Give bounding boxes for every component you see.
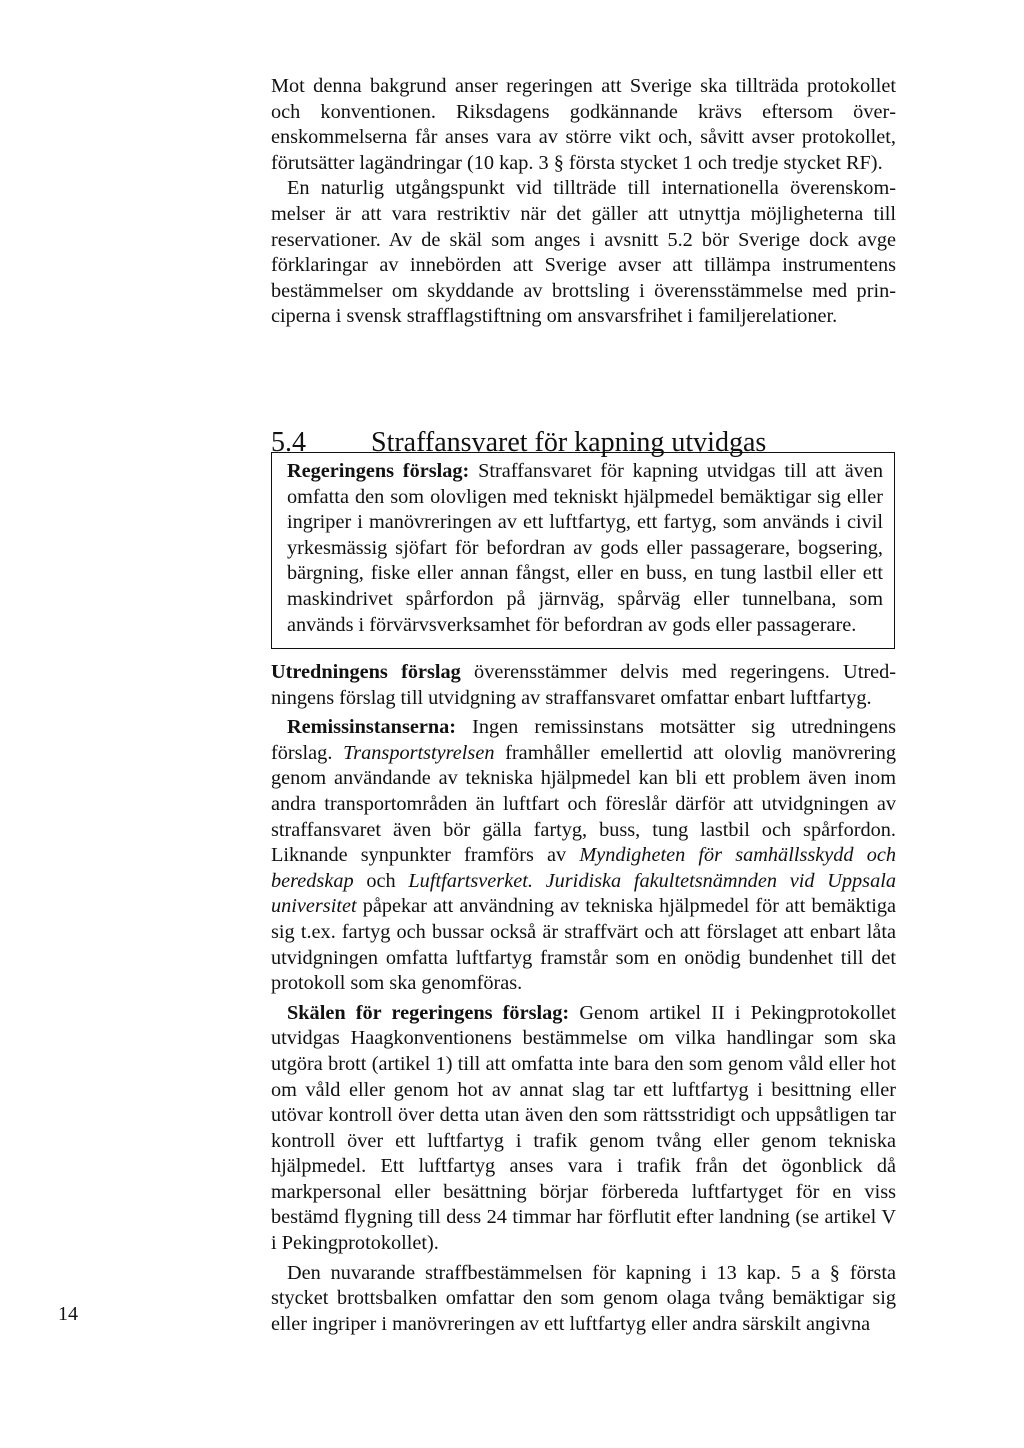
section-number: 5.4 bbox=[271, 427, 306, 458]
inquiry-label: Utredningens förslag bbox=[271, 661, 461, 683]
referral-body-2: Myndigheten för samhällsskydd och beredskap bbox=[271, 844, 896, 892]
referral-text-3: och bbox=[353, 869, 409, 892]
referral-text-4: påpekar att användning av tekniska hjälpmedel för att bemäktiga sig t.ex. fartyg och bussar också är straffvärt och att förslaget att enbart låta utvidgningen omfatta luftfartyg framstår som en onödig bundenhet till det protokoll som ska genomföras. bbox=[271, 895, 896, 995]
inquiry-paragraph bbox=[271, 660, 896, 711]
page-number: 14 bbox=[58, 1303, 78, 1325]
referral-label: Remissinstanserna: bbox=[287, 716, 457, 739]
referral-text-2: framhåller emellertid att olovlig manövrering genom användande av tekniska hjälpmedel kan bli ett problem även inom andra transportområden än luftfart och föreslår därför att utvidgningen av straffansvaret även bör gälla fartyg, buss, tung lastbil och spårfordon. Liknande synpunkter framförs av bbox=[271, 741, 896, 867]
referral-text-1: Ingen remissinstans motsätter sig utredningens förslag. bbox=[271, 716, 896, 764]
intro-paragraph-1: Mot denna bakgrund anser regeringen att Sverige ska tillträda protokollet och konventionen. Riksdagens godkännande krävs eftersom överenskommelserna får anses vara av större vikt och, såvitt avser protokollet, förutsätter lagändringar (10 kap. 3 § första stycket 1 och tredje stycket RF). bbox=[271, 75, 896, 174]
intro-paragraph-2: En naturlig utgångspunkt vid tillträde till internationella överenskommelser är att vara restriktiv när det gäller att utnyttja möjligheterna till reservationer. Av de skäl som anges i avsnitt 5.2 bör Sverige dock avge förklaringar av innebörden att Sverige avser att tillämpa instrumentens bestämmelser om skyddande av brottsling i överensstämmelse med principerna i svensk strafflagstiftning om ansvarsfrihet i familjerelationer. bbox=[271, 177, 896, 328]
reasons-text: Genom artikel II i Pekingprotokollet utvidgas Haagkonventionens bestämmelse om vilka handlingar som ska utgöra brott (artikel 1) till att omfatta inte bara den som genom våld eller hot om våld eller genom hot av annat slag tar ett luftfartyg i besittning eller utövar kontroll över detta utan även den som rättsstridigt och uppsåtligen tar kontroll över ett luftfartyg i trafik genom tvång eller genom tekniska hjälpmedel. Ett luftfartyg anses vara i trafik från det ögonblick då markpersonal eller besättning börjar förbereda luftfartyget för en viss bestämd flygning till dess 24 timmar har förflutit efter landning (se artikel V i Pekingprotokollet). bbox=[271, 1001, 896, 1255]
proposal-paragraph bbox=[287, 459, 883, 638]
referral-body-3: Luftfartsverket. Juridiska fakultetsnämnden vid Uppsala universitet bbox=[271, 869, 896, 918]
referral-paragraph bbox=[271, 715, 896, 997]
reasons-label: Skälen för regeringens förslag: bbox=[287, 1001, 570, 1024]
referral-body-1: Transportstyrelsen bbox=[343, 741, 495, 764]
proposal-label: Regeringens förslag: bbox=[287, 460, 470, 482]
section-title: Straffansvaret för kapning utvidgas bbox=[371, 427, 767, 458]
discussion-text bbox=[271, 660, 896, 1337]
reasons-paragraph bbox=[271, 1001, 896, 1257]
inquiry-text: överensstämmer delvis med regeringens. Utredningens förslag till utvidgning av straffansvaret omfattar enbart luftfartyg. bbox=[271, 661, 896, 709]
intro-text bbox=[271, 74, 896, 330]
proposal-text: Straffansvaret för kapning utvidgas till att även omfatta den som olovligen med tekniskt hjälpmedel bemäktigar sig eller ingriper i manövreringen av ett luftfartyg, ett fartyg, som används i civil yrkesmässig sjöfart för befordran av gods eller passagerare, bogsering, bärgning, fiske eller annan fångst, eller en buss, en tung lastbil eller ett maskindrivet spårfordon på järnväg, spårväg eller tunnelbana, som används i förvärvsverksamhet för befordran av gods eller passagerare. bbox=[287, 460, 883, 636]
current-law-paragraph: Den nuvarande straffbestämmelsen för kapning i 13 kap. 5 a § första stycket brottsbalken omfattar den som genom olaga tvång bemäktigar sig eller ingriper i manövreringen av ett luftfartyg eller andra särskilt angivna bbox=[271, 1261, 896, 1335]
government-proposal-box bbox=[271, 452, 895, 649]
